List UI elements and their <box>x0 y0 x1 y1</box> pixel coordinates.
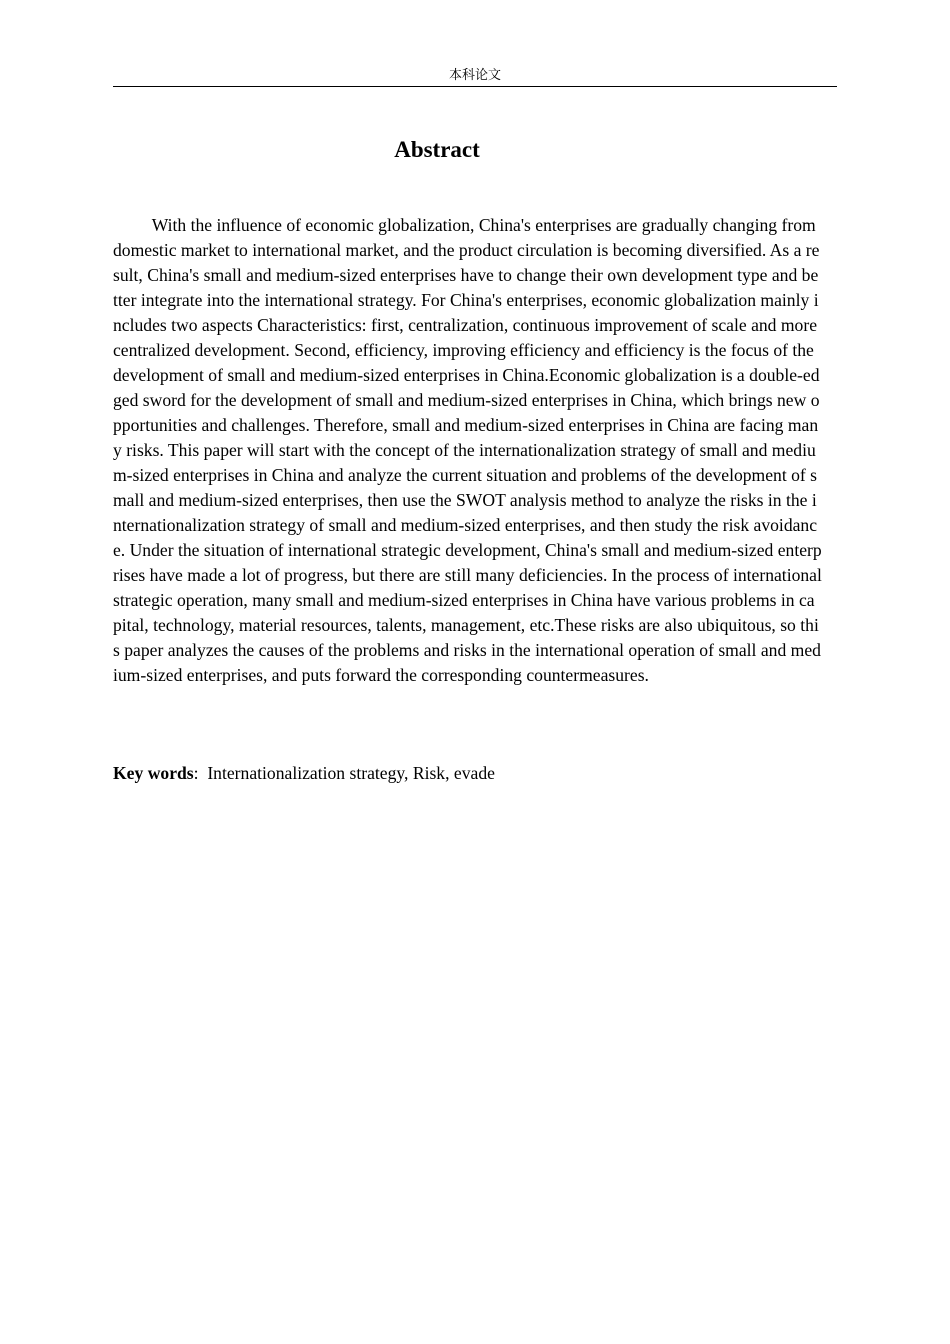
abstract-body: With the influence of economic globalization, China's enterprises are gradually changing from domestic market to international market, and the product circulation is becoming diversified. As a result, China's small and medium-sized enterprises have to change their own development type and better integrate into the international strategy. For China's enterprises, economic globalization mainly includes two aspects Characteristics: first, centralization, continuous improvement of scale and more centralized development. Second, efficiency, improving efficiency and efficiency is the focus of the development of small and medium-sized enterprises in China.Economic globalization is a double-edged sword for the development of small and medium-sized enterprises in China, which brings new opportunities and challenges. Therefore, small and medium-sized enterprises in China are facing many risks. This paper will start with the concept of the internationalization strategy of small and medium-sized enterprises in China and analyze the current situation and problems of the development of small and medium-sized enterprises, then use the SWOT analysis method to analyze the risks in the internationalization strategy of small and medium-sized enterprises, and then study the risk avoidance. Under the situation of international strategic development, China's small and medium-sized enterprises have made a lot of progress, but there are still many deficiencies. In the process of international strategic operation, many small and medium-sized enterprises in China have various problems in capital, technology, material resources, talents, management, etc.These risks are also ubiquitous, so this paper analyzes the causes of the problems and risks in the international operation of small and medium-sized enterprises, and puts forward the corresponding countermeasures. <box>113 215 822 685</box>
page-header <box>113 66 837 87</box>
keywords-line <box>113 761 823 786</box>
abstract-title: Abstract <box>394 137 480 162</box>
header-text: 本科论文 <box>448 68 501 83</box>
keywords-separator: : <box>193 763 199 783</box>
keywords-value: Internationalization strategy, Risk, evade <box>207 763 495 783</box>
keywords-label: Key words <box>113 763 194 783</box>
